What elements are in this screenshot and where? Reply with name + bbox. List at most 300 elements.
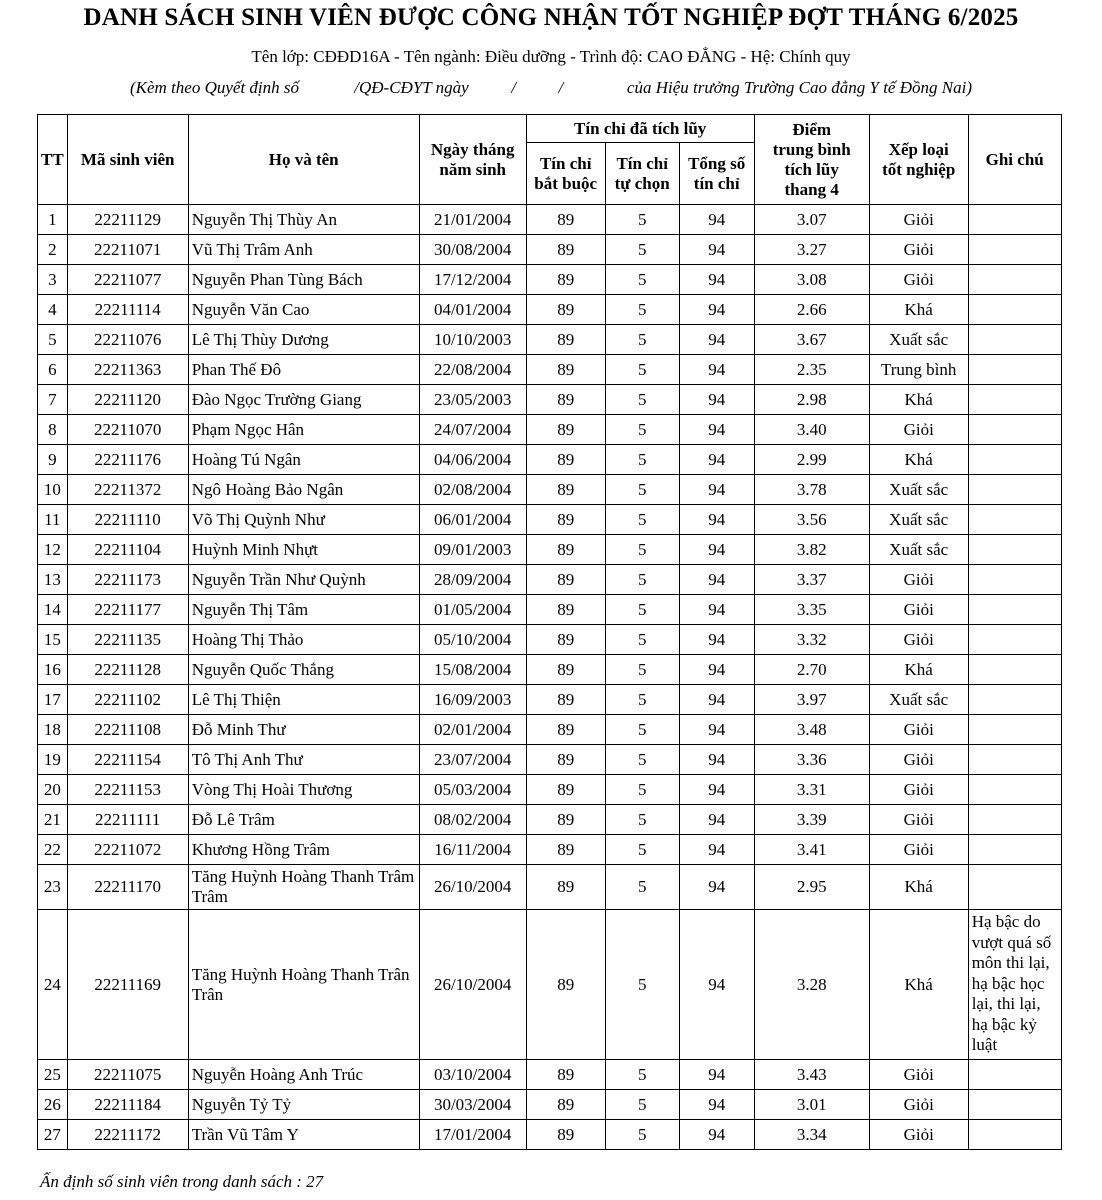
cell-elective-credits: 5: [605, 595, 679, 625]
cell-tt: 15: [38, 625, 68, 655]
cell-full-name: Đỗ Minh Thư: [188, 715, 419, 745]
cell-dob: 17/01/2004: [419, 1120, 526, 1150]
cell-elective-credits: 5: [605, 265, 679, 295]
cell-dob: 05/10/2004: [419, 625, 526, 655]
cell-note: [968, 445, 1061, 475]
cell-dob: 24/07/2004: [419, 415, 526, 445]
cell-dob: 30/08/2004: [419, 235, 526, 265]
cell-rank: Giỏi: [869, 565, 968, 595]
cell-elective-credits: 5: [605, 445, 679, 475]
cell-gpa: 3.37: [754, 565, 869, 595]
cell-rank: Khá: [869, 865, 968, 910]
cell-elective-credits: 5: [605, 235, 679, 265]
col-header-rank-line1: Xếp loại: [888, 139, 949, 159]
cell-rank: Giỏi: [869, 625, 968, 655]
cell-student-id: 22211075: [67, 1060, 188, 1090]
cell-note: [968, 1060, 1061, 1090]
cell-rank: Khá: [869, 910, 968, 1060]
cell-note: [968, 355, 1061, 385]
cell-required-credits: 89: [526, 835, 605, 865]
cell-rank: Trung bình: [869, 355, 968, 385]
cell-rank: Giỏi: [869, 775, 968, 805]
cell-tt: 21: [38, 805, 68, 835]
cell-total-credits: 94: [679, 655, 754, 685]
cell-elective-credits: 5: [605, 1060, 679, 1090]
table-row: [38, 1120, 1062, 1150]
cell-note: [968, 1090, 1061, 1120]
cell-note: [968, 565, 1061, 595]
cell-full-name: Tô Thị Anh Thư: [188, 745, 419, 775]
table-row: [38, 295, 1062, 325]
cell-full-name: Phạm Ngọc Hân: [188, 415, 419, 445]
cell-student-id: 22211172: [67, 1120, 188, 1150]
cell-full-name: Vũ Thị Trâm Anh: [188, 235, 419, 265]
cell-total-credits: 94: [679, 475, 754, 505]
table-row: [38, 685, 1062, 715]
table-row: [38, 865, 1062, 910]
cell-required-credits: 89: [526, 805, 605, 835]
table-row: [38, 415, 1062, 445]
cell-elective-credits: 5: [605, 535, 679, 565]
cell-required-credits: 89: [526, 1060, 605, 1090]
cell-required-credits: 89: [526, 1090, 605, 1120]
cell-rank: Giỏi: [869, 805, 968, 835]
cell-rank: Giỏi: [869, 1120, 968, 1150]
cell-required-credits: 89: [526, 385, 605, 415]
cell-note: [968, 535, 1061, 565]
cell-dob: 16/11/2004: [419, 835, 526, 865]
cell-note: [968, 415, 1061, 445]
cell-elective-credits: 5: [605, 805, 679, 835]
cell-total-credits: 94: [679, 625, 754, 655]
cell-gpa: 3.31: [754, 775, 869, 805]
cell-full-name: Nguyễn Quốc Thắng: [188, 655, 419, 685]
cell-note: Hạ bậc do vượt quá số môn thi lại, hạ bậc học lại, thi lại, hạ bậc kỷ luật: [968, 910, 1061, 1060]
cell-full-name: Phan Thế Đô: [188, 355, 419, 385]
cell-rank: Giỏi: [869, 265, 968, 295]
cell-required-credits: 89: [526, 625, 605, 655]
cell-dob: 28/09/2004: [419, 565, 526, 595]
cell-required-credits: 89: [526, 295, 605, 325]
table-row: [38, 355, 1062, 385]
cell-gpa: 2.98: [754, 385, 869, 415]
cell-elective-credits: 5: [605, 325, 679, 355]
cell-tt: 3: [38, 265, 68, 295]
cell-total-credits: 94: [679, 910, 754, 1060]
table-row: [38, 655, 1062, 685]
cell-total-credits: 94: [679, 355, 754, 385]
cell-gpa: 3.67: [754, 325, 869, 355]
cell-rank: Khá: [869, 655, 968, 685]
cell-dob: 04/01/2004: [419, 295, 526, 325]
col-header-total-line2: tín chỉ: [693, 173, 740, 193]
cell-student-id: 22211128: [67, 655, 188, 685]
cell-tt: 22: [38, 835, 68, 865]
cell-student-id: 22211135: [67, 625, 188, 655]
col-header-elective-line1: Tín chỉ: [616, 153, 668, 173]
cell-gpa: 3.40: [754, 415, 869, 445]
cell-gpa: 3.01: [754, 1090, 869, 1120]
col-header-full-name: Họ và tên: [188, 115, 419, 205]
cell-note: [968, 235, 1061, 265]
cell-required-credits: 89: [526, 865, 605, 910]
cell-tt: 6: [38, 355, 68, 385]
table-row: [38, 775, 1062, 805]
col-header-gpa-line4: thang 4: [784, 179, 839, 199]
cell-dob: 21/01/2004: [419, 205, 526, 235]
cell-elective-credits: 5: [605, 835, 679, 865]
cell-tt: 7: [38, 385, 68, 415]
cell-full-name: Lê Thị Thùy Dương: [188, 325, 419, 355]
cell-full-name: Ngô Hoàng Bảo Ngân: [188, 475, 419, 505]
cell-required-credits: 89: [526, 685, 605, 715]
cell-note: [968, 745, 1061, 775]
cell-tt: 16: [38, 655, 68, 685]
cell-student-id: 22211071: [67, 235, 188, 265]
cell-tt: 19: [38, 745, 68, 775]
cell-total-credits: 94: [679, 385, 754, 415]
cell-total-credits: 94: [679, 445, 754, 475]
table-row: [38, 265, 1062, 295]
cell-note: [968, 475, 1061, 505]
cell-gpa: 3.27: [754, 235, 869, 265]
cell-tt: 2: [38, 235, 68, 265]
table-row: [38, 565, 1062, 595]
cell-total-credits: 94: [679, 1090, 754, 1120]
cell-required-credits: 89: [526, 235, 605, 265]
cell-note: [968, 835, 1061, 865]
document-title: DANH SÁCH SINH VIÊN ĐƯỢC CÔNG NHẬN TỐT NGHIỆP ĐỢT THÁNG 6/2025: [83, 4, 1019, 31]
cell-student-id: 22211176: [67, 445, 188, 475]
table-row: [38, 805, 1062, 835]
table-row: [38, 1060, 1062, 1090]
cell-student-id: 22211173: [67, 565, 188, 595]
cell-gpa: 3.43: [754, 1060, 869, 1090]
cell-rank: Khá: [869, 295, 968, 325]
cell-total-credits: 94: [679, 295, 754, 325]
cell-total-credits: 94: [679, 235, 754, 265]
cell-rank: Khá: [869, 385, 968, 415]
cell-full-name: Nguyễn Phan Tùng Bách: [188, 265, 419, 295]
col-header-note: Ghi chú: [968, 115, 1061, 205]
cell-student-id: 22211154: [67, 745, 188, 775]
cell-rank: Giỏi: [869, 835, 968, 865]
cell-note: [968, 205, 1061, 235]
cell-full-name: Võ Thị Quỳnh Như: [188, 505, 419, 535]
cell-note: [968, 265, 1061, 295]
col-header-rank-line2: tốt nghiệp: [882, 159, 956, 179]
cell-student-id: 22211114: [67, 295, 188, 325]
cell-dob: 02/01/2004: [419, 715, 526, 745]
cell-total-credits: 94: [679, 265, 754, 295]
cell-required-credits: 89: [526, 1120, 605, 1150]
cell-elective-credits: 5: [605, 775, 679, 805]
cell-full-name: Đào Ngọc Trường Giang: [188, 385, 419, 415]
cell-dob: 26/10/2004: [419, 865, 526, 910]
cell-gpa: 2.99: [754, 445, 869, 475]
cell-elective-credits: 5: [605, 865, 679, 910]
cell-required-credits: 89: [526, 535, 605, 565]
cell-note: [968, 295, 1061, 325]
cell-gpa: 2.70: [754, 655, 869, 685]
cell-student-id: 22211104: [67, 535, 188, 565]
cell-dob: 26/10/2004: [419, 910, 526, 1060]
graduates-table: [37, 114, 1062, 1150]
col-header-required-line1: Tín chỉ: [539, 153, 592, 173]
table-row: [38, 235, 1062, 265]
cell-elective-credits: 5: [605, 355, 679, 385]
cell-full-name: Hoàng Tú Ngân: [188, 445, 419, 475]
cell-rank: Giỏi: [869, 745, 968, 775]
cell-gpa: 3.82: [754, 535, 869, 565]
cell-full-name: Hoàng Thị Thảo: [188, 625, 419, 655]
cell-elective-credits: 5: [605, 205, 679, 235]
cell-required-credits: 89: [526, 205, 605, 235]
cell-full-name: Tăng Huỳnh Hoàng Thanh Trâm Trâm: [188, 865, 419, 910]
cell-student-id: 22211120: [67, 385, 188, 415]
cell-note: [968, 865, 1061, 910]
table-row: [38, 385, 1062, 415]
cell-rank: Giỏi: [869, 715, 968, 745]
col-header-tt: TT: [38, 115, 68, 205]
cell-student-id: 22211129: [67, 205, 188, 235]
cell-dob: 01/05/2004: [419, 595, 526, 625]
cell-full-name: Nguyễn Hoàng Anh Trúc: [188, 1060, 419, 1090]
cell-full-name: Vòng Thị Hoài Thương: [188, 775, 419, 805]
cell-dob: 22/08/2004: [419, 355, 526, 385]
cell-rank: Giỏi: [869, 1090, 968, 1120]
cell-elective-credits: 5: [605, 745, 679, 775]
table-row: [38, 325, 1062, 355]
cell-note: [968, 805, 1061, 835]
cell-note: [968, 595, 1061, 625]
cell-full-name: Nguyễn Văn Cao: [188, 295, 419, 325]
cell-rank: Giỏi: [869, 595, 968, 625]
cell-elective-credits: 5: [605, 655, 679, 685]
cell-total-credits: 94: [679, 775, 754, 805]
table-row: [38, 595, 1062, 625]
cell-elective-credits: 5: [605, 415, 679, 445]
cell-elective-credits: 5: [605, 385, 679, 415]
col-header-total-credits: [679, 143, 754, 205]
cell-elective-credits: 5: [605, 565, 679, 595]
cell-dob: 06/01/2004: [419, 505, 526, 535]
col-header-dob-line1: Ngày tháng: [430, 139, 515, 159]
cell-tt: 14: [38, 595, 68, 625]
cell-note: [968, 325, 1061, 355]
cell-dob: 09/01/2003: [419, 535, 526, 565]
cell-full-name: Huỳnh Minh Nhựt: [188, 535, 419, 565]
cell-gpa: 2.66: [754, 295, 869, 325]
cell-tt: 18: [38, 715, 68, 745]
cell-elective-credits: 5: [605, 505, 679, 535]
cell-gpa: 3.39: [754, 805, 869, 835]
cell-tt: 25: [38, 1060, 68, 1090]
cell-student-id: 22211184: [67, 1090, 188, 1120]
cell-required-credits: 89: [526, 415, 605, 445]
cell-tt: 20: [38, 775, 68, 805]
cell-rank: Giỏi: [869, 205, 968, 235]
cell-total-credits: 94: [679, 805, 754, 835]
cell-dob: 30/03/2004: [419, 1090, 526, 1120]
cell-gpa: 3.28: [754, 910, 869, 1060]
cell-full-name: Đỗ Lê Trâm: [188, 805, 419, 835]
table-row: [38, 505, 1062, 535]
cell-tt: 26: [38, 1090, 68, 1120]
cell-total-credits: 94: [679, 1060, 754, 1090]
cell-student-id: 22211153: [67, 775, 188, 805]
cell-dob: 10/10/2003: [419, 325, 526, 355]
cell-student-id: 22211108: [67, 715, 188, 745]
cell-student-id: 22211111: [67, 805, 188, 835]
col-header-elective-line2: tự chọn: [614, 173, 670, 193]
cell-required-credits: 89: [526, 445, 605, 475]
cell-total-credits: 94: [679, 715, 754, 745]
cell-tt: 24: [38, 910, 68, 1060]
cell-required-credits: 89: [526, 475, 605, 505]
cell-note: [968, 385, 1061, 415]
col-header-student-id: Mã sinh viên: [67, 115, 188, 205]
cell-required-credits: 89: [526, 775, 605, 805]
col-header-gpa-line2: trung bình: [772, 139, 851, 159]
cell-full-name: Nguyễn Thị Tâm: [188, 595, 419, 625]
cell-tt: 10: [38, 475, 68, 505]
cell-total-credits: 94: [679, 535, 754, 565]
cell-note: [968, 775, 1061, 805]
cell-required-credits: 89: [526, 565, 605, 595]
col-header-rank: [869, 115, 968, 205]
col-header-dob: [419, 115, 526, 205]
cell-note: [968, 655, 1061, 685]
cell-gpa: 3.41: [754, 835, 869, 865]
cell-elective-credits: 5: [605, 1120, 679, 1150]
cell-required-credits: 89: [526, 715, 605, 745]
cell-elective-credits: 5: [605, 910, 679, 1060]
cell-student-id: 22211177: [67, 595, 188, 625]
cell-total-credits: 94: [679, 325, 754, 355]
cell-gpa: 3.08: [754, 265, 869, 295]
cell-rank: Xuất sắc: [869, 505, 968, 535]
cell-tt: 11: [38, 505, 68, 535]
table-row: [38, 475, 1062, 505]
cell-tt: 23: [38, 865, 68, 910]
cell-dob: 08/02/2004: [419, 805, 526, 835]
cell-dob: 17/12/2004: [419, 265, 526, 295]
cell-student-id: 22211077: [67, 265, 188, 295]
cell-required-credits: 89: [526, 505, 605, 535]
cell-dob: 23/07/2004: [419, 745, 526, 775]
cell-tt: 1: [38, 205, 68, 235]
cell-tt: 8: [38, 415, 68, 445]
cell-gpa: 2.35: [754, 355, 869, 385]
cell-total-credits: 94: [679, 505, 754, 535]
cell-rank: Khá: [869, 445, 968, 475]
cell-dob: 15/08/2004: [419, 655, 526, 685]
cell-rank: Giỏi: [869, 1060, 968, 1090]
cell-dob: 02/08/2004: [419, 475, 526, 505]
col-header-gpa: [754, 115, 869, 205]
table-row: [38, 535, 1062, 565]
cell-gpa: 3.56: [754, 505, 869, 535]
cell-full-name: Tăng Huỳnh Hoàng Thanh Trân Trân: [188, 910, 419, 1060]
cell-tt: 27: [38, 1120, 68, 1150]
col-header-total-line1: Tổng số: [688, 153, 746, 173]
cell-rank: Xuất sắc: [869, 685, 968, 715]
cell-required-credits: 89: [526, 655, 605, 685]
cell-student-id: 22211076: [67, 325, 188, 355]
cell-elective-credits: 5: [605, 715, 679, 745]
cell-gpa: 3.48: [754, 715, 869, 745]
cell-total-credits: 94: [679, 595, 754, 625]
cell-gpa: 2.95: [754, 865, 869, 910]
table-row: [38, 445, 1062, 475]
table-row: [38, 1090, 1062, 1120]
cell-student-id: 22211110: [67, 505, 188, 535]
cell-required-credits: 89: [526, 265, 605, 295]
class-info: Tên lớp: CĐĐD16A - Tên ngành: Điều dưỡng - Trình độ: CAO ĐẲNG - Hệ: Chính quy: [251, 47, 851, 66]
cell-total-credits: 94: [679, 745, 754, 775]
cell-rank: Xuất sắc: [869, 535, 968, 565]
cell-gpa: 3.97: [754, 685, 869, 715]
cell-elective-credits: 5: [605, 685, 679, 715]
table-row: [38, 205, 1062, 235]
cell-total-credits: 94: [679, 565, 754, 595]
cell-student-id: 22211170: [67, 865, 188, 910]
table-body: [38, 205, 1062, 1150]
cell-required-credits: 89: [526, 595, 605, 625]
cell-required-credits: 89: [526, 745, 605, 775]
cell-gpa: 3.78: [754, 475, 869, 505]
cell-dob: 16/09/2003: [419, 685, 526, 715]
cell-elective-credits: 5: [605, 1090, 679, 1120]
cell-total-credits: 94: [679, 415, 754, 445]
cell-note: [968, 685, 1061, 715]
cell-note: [968, 715, 1061, 745]
cell-tt: 9: [38, 445, 68, 475]
col-header-required-credits: [526, 143, 605, 205]
col-header-gpa-line3: tích lũy: [784, 159, 839, 179]
col-header-required-line2: bắt buộc: [534, 173, 598, 193]
cell-tt: 4: [38, 295, 68, 325]
cell-total-credits: 94: [679, 685, 754, 715]
cell-rank: Giỏi: [869, 235, 968, 265]
cell-tt: 5: [38, 325, 68, 355]
table-row: [38, 745, 1062, 775]
decision-reference: (Kèm theo Quyết định số /QĐ-CĐYT ngày / / của Hiệu trưởng Trường Cao đẳng Y tế Đồng Nai): [130, 78, 972, 97]
cell-gpa: 3.35: [754, 595, 869, 625]
cell-rank: Xuất sắc: [869, 475, 968, 505]
cell-full-name: Nguyễn Tỷ Tỷ: [188, 1090, 419, 1120]
table-row: [38, 910, 1062, 1060]
cell-student-id: 22211372: [67, 475, 188, 505]
cell-note: [968, 625, 1061, 655]
cell-rank: Giỏi: [869, 415, 968, 445]
cell-student-id: 22211102: [67, 685, 188, 715]
cell-gpa: 3.32: [754, 625, 869, 655]
cell-note: [968, 1120, 1061, 1150]
cell-gpa: 3.36: [754, 745, 869, 775]
cell-elective-credits: 5: [605, 625, 679, 655]
table-row: [38, 625, 1062, 655]
cell-elective-credits: 5: [605, 295, 679, 325]
cell-dob: 23/05/2003: [419, 385, 526, 415]
cell-dob: 05/03/2004: [419, 775, 526, 805]
cell-tt: 13: [38, 565, 68, 595]
cell-total-credits: 94: [679, 865, 754, 910]
table-row: [38, 715, 1062, 745]
cell-note: [968, 505, 1061, 535]
cell-elective-credits: 5: [605, 475, 679, 505]
